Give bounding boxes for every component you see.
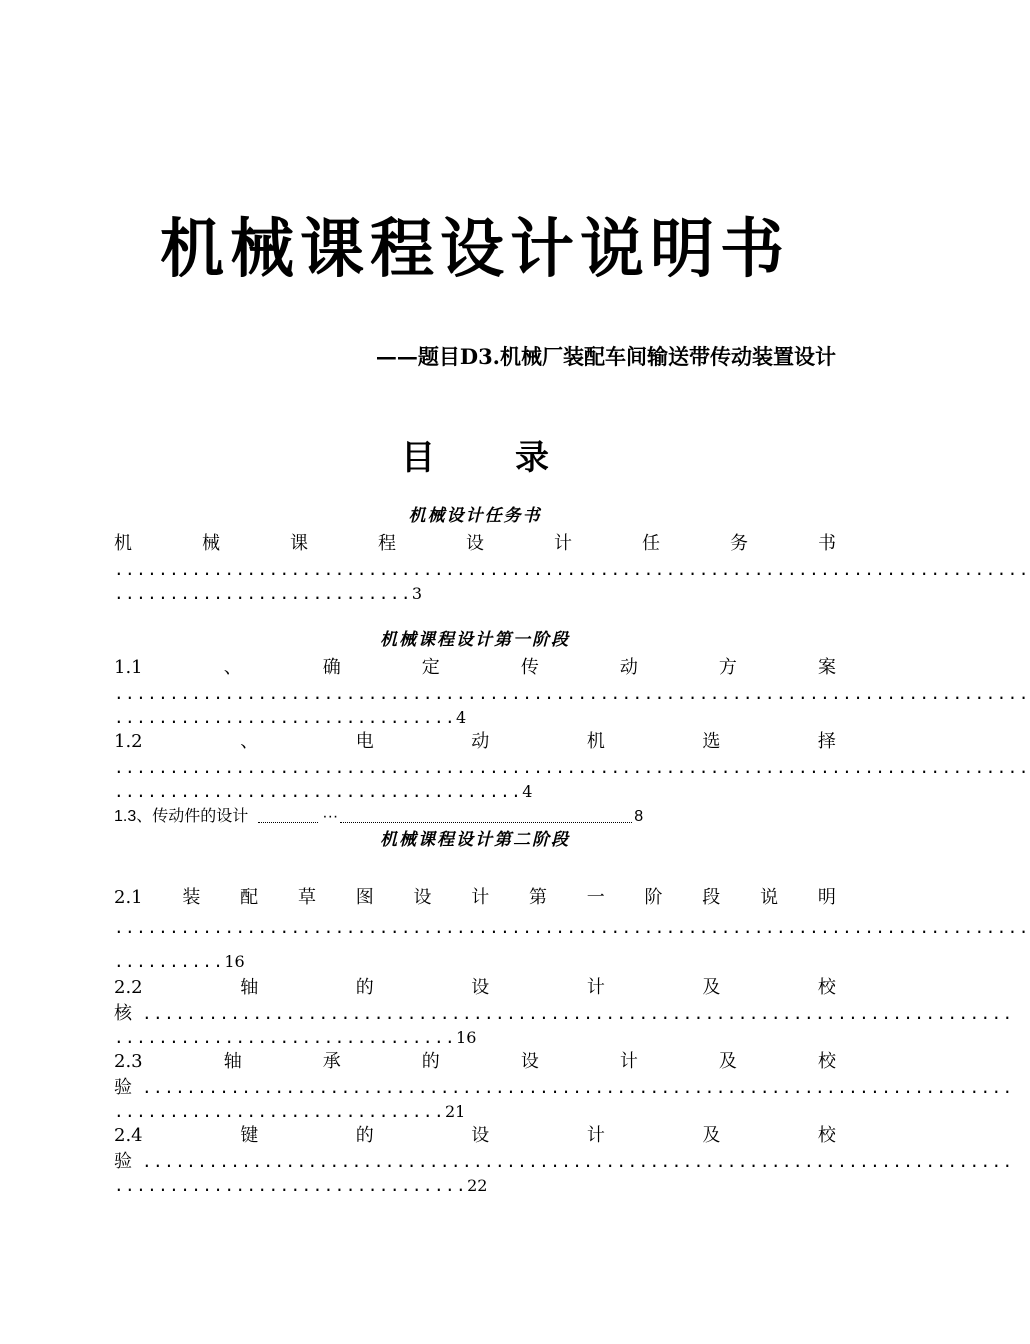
- toc-entry-label-char: 定: [421, 657, 440, 678]
- toc-entry-label: [114, 1050, 836, 1074]
- toc-section-heading: 机械课程设计第二阶段: [380, 830, 570, 850]
- toc-entry-label: [114, 886, 836, 910]
- toc-heading-char: 目: [401, 438, 435, 478]
- toc-entry-label-char: 轴: [223, 1051, 242, 1072]
- toc-entry-label-char: 一: [586, 887, 605, 908]
- toc-entry-label-char: 选: [702, 731, 721, 752]
- toc-entry-label-char: 计: [586, 977, 605, 998]
- toc-entry-label-char: 第: [529, 887, 547, 908]
- toc-entry-label-char: 、: [240, 731, 259, 752]
- toc-page-number: 4: [522, 782, 533, 801]
- toc-entry-label-char: 2.1: [114, 887, 143, 908]
- toc-entry-label-char: 、: [223, 657, 242, 678]
- toc-entry-label-char: 计: [619, 1051, 638, 1072]
- toc-entry: [114, 1002, 1014, 1026]
- toc-leader-dots: ...................................................................................: [114, 918, 1030, 937]
- toc-section-heading: 机械设计任务书: [408, 506, 542, 526]
- toc-entry-label-char: 的: [421, 1051, 440, 1072]
- toc-entry-label-char: 校: [817, 1051, 836, 1072]
- toc-leader-dots: ...............................................................................: [142, 1152, 1014, 1171]
- toc-entry-label-char: 设: [466, 533, 484, 554]
- toc-leader-dots: ...............................4: [114, 708, 467, 727]
- toc-entry-label-char: 械: [202, 533, 220, 554]
- toc-entry-label-char: 设: [520, 1051, 539, 1072]
- toc-entry-label-char: 确: [322, 657, 341, 678]
- toc-entry-label-char: 2.4: [114, 1125, 143, 1146]
- toc-entry-label: 1.3、传动件的设计: [114, 808, 249, 825]
- toc-entry-label-char: 2.2: [114, 977, 143, 998]
- toc-leader-dots: [340, 822, 632, 823]
- toc-entry-label-char: 段: [702, 887, 721, 908]
- toc-entry-label-char: 的: [355, 1125, 374, 1146]
- toc-entry-label-wrap: 验: [114, 1151, 132, 1172]
- toc-entry-label-char: 及: [718, 1051, 737, 1072]
- toc-entry-label-char: 机: [586, 731, 605, 752]
- toc-entry-label-char: 计: [586, 1125, 605, 1146]
- toc-entry-label-char: 课: [290, 533, 308, 554]
- toc-entry: [114, 1150, 1014, 1174]
- toc-page-number: 21: [444, 1102, 466, 1121]
- toc-entry-label-char: 图: [355, 887, 374, 908]
- toc-entry-label-char: 设: [471, 1125, 490, 1146]
- toc-entry-label-char: 择: [817, 731, 836, 752]
- toc-entry-label-char: 阶: [644, 887, 663, 908]
- toc-entry-label-char: 校: [817, 1125, 836, 1146]
- toc-entry-label-char: 务: [730, 533, 748, 554]
- toc-entry-label-char: 计: [471, 887, 490, 908]
- toc-entry: [114, 1076, 1014, 1100]
- document-subtitle: ——题目D3.机械厂装配车间输送带传动装置设计: [375, 344, 836, 369]
- toc-page-number: 8: [634, 808, 644, 825]
- toc-entry-label-char: 电: [355, 731, 374, 752]
- toc-entry-label: [114, 532, 836, 556]
- toc-entry-label-char: 草: [297, 887, 316, 908]
- toc-entry: [114, 806, 643, 828]
- toc-entry-label-char: 2.3: [114, 1051, 143, 1072]
- toc-entry-label-char: 传: [520, 657, 539, 678]
- toc-entry-label-char: 配: [240, 887, 259, 908]
- toc-page-number: 3: [411, 584, 423, 603]
- toc-entry-label-char: 的: [355, 977, 374, 998]
- toc-leader-dots: ...............................................................................: [142, 1078, 1014, 1097]
- toc-entry-label-char: 设: [471, 977, 490, 998]
- toc-entry-label-char: 程: [378, 533, 396, 554]
- toc-entry-label: [114, 656, 836, 680]
- toc-entry-label-wrap: 验: [114, 1077, 132, 1098]
- toc-leader-dots: ...............................16: [114, 1028, 477, 1047]
- document-title: 机械课程设计说明书: [160, 212, 790, 287]
- toc-leader-dots: [258, 822, 318, 823]
- toc-leader-dots: ...................................................................................: [114, 560, 1030, 579]
- toc-heading: [0, 436, 950, 480]
- toc-entry-label-char: 书: [818, 533, 836, 554]
- toc-entry-label: [114, 976, 836, 1000]
- toc-entry-label: [114, 1124, 836, 1148]
- toc-page-number: 22: [467, 1176, 488, 1195]
- toc-entry-label-char: 轴: [240, 977, 259, 998]
- toc-entry-label-char: 承: [322, 1051, 341, 1072]
- toc-entry-label-char: 装: [182, 887, 201, 908]
- toc-entry-label-wrap: 核: [114, 1003, 132, 1024]
- toc-page-number: 4: [456, 708, 467, 727]
- toc-entry-label-char: 动: [619, 657, 638, 678]
- toc-entry-label-char: 及: [702, 977, 721, 998]
- toc-entry-label-char: 动: [471, 731, 490, 752]
- toc-leader-dots: ..............................21: [114, 1102, 466, 1121]
- toc-entry-label-char: 及: [702, 1125, 721, 1146]
- toc-section-heading: 机械课程设计第一阶段: [380, 630, 570, 650]
- toc-leader-dots: ................................22: [114, 1176, 488, 1195]
- toc-entry-label-char: 说: [760, 887, 779, 908]
- toc-entry-label-char: 任: [642, 533, 660, 554]
- toc-page-number: 16: [224, 952, 245, 971]
- toc-entry-label: [114, 730, 836, 754]
- toc-entry-label-char: 计: [554, 533, 572, 554]
- toc-page-number: 16: [456, 1028, 477, 1047]
- toc-heading-char: 录: [515, 438, 549, 478]
- toc-leader-dots: ...........................3: [114, 584, 423, 603]
- toc-entry-label-char: 明: [817, 887, 836, 908]
- toc-entry-label-char: 方: [718, 657, 737, 678]
- toc-leader-dots: ...................................................................................: [114, 758, 1030, 777]
- toc-leader-dots: ...............................................................................: [142, 1004, 1014, 1023]
- toc-leader-dots: ..........16: [114, 952, 245, 971]
- toc-entry-label-char: 机: [114, 533, 132, 554]
- toc-entry-label-char: 校: [817, 977, 836, 998]
- toc-leader-dots: ···: [322, 808, 339, 825]
- toc-entry-label-char: 键: [240, 1125, 259, 1146]
- toc-entry-label-char: 案: [817, 657, 836, 678]
- toc-entry-label-char: 设: [413, 887, 432, 908]
- toc-entry-label-char: 1.2: [114, 731, 143, 752]
- toc-leader-dots: ...................................................................................: [114, 684, 1030, 703]
- toc-leader-dots: .....................................4: [114, 782, 533, 801]
- toc-entry-label-char: 1.1: [114, 657, 143, 678]
